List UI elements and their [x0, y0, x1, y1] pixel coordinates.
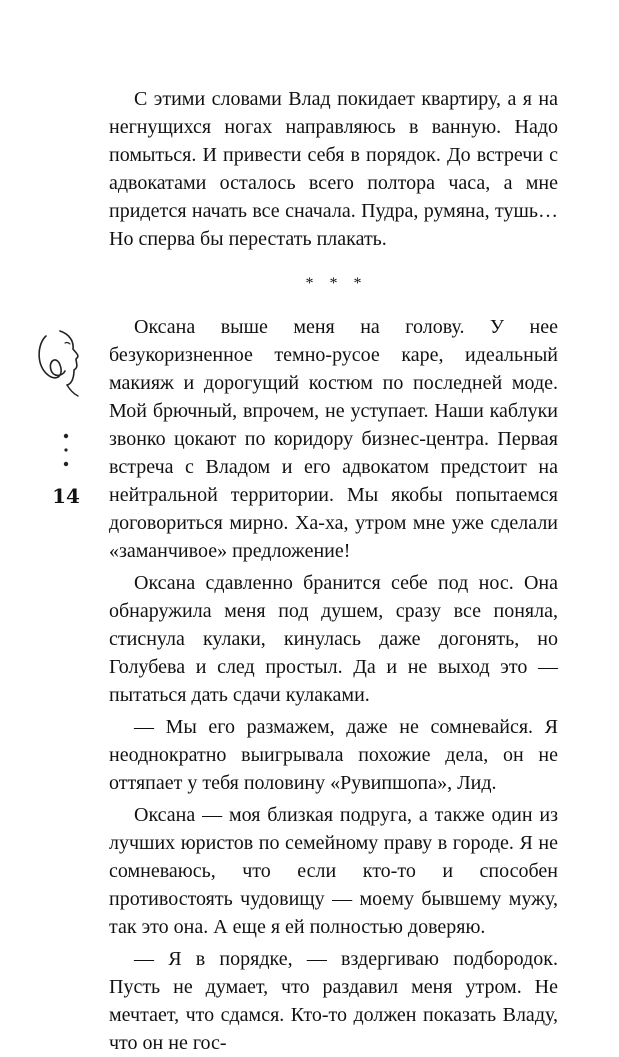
page-body-text: [109, 85, 558, 1057]
paragraph-6: — Я в порядке, — вздергиваю подбородок. Пусть не думает, что раздавил меня утром. Не мечтает, что сдамся. Кто-то должен показать Владу, что он не гос-: [109, 948, 558, 1054]
paragraph-2: Оксана выше меня на голову. У нее безукоризненное темно-русое каре, идеальный макияж и дорогущий костюм по последней моде. Мой брючный, впрочем, не уступает. Наши каблуки звонко цокают по коридору бизнес-центра. Первая встреча с Владом и его адвокатом предстоит на нейтральной территории. Мы якобы попытаемся договориться мирно. Ха-ха, утром мне уже сделали «заманчивое» предложение!: [109, 316, 558, 562]
paragraph-5: Оксана — моя близкая подруга, а также один из лучших юристов по семейному праву в городе. Я не сомневаюсь, что если кто-то и способен противостоять чудовищу — моему бывшему мужу, так это она. А еще я ей полностью доверяю.: [109, 804, 558, 938]
page-number: 14: [52, 484, 80, 508]
paragraph-1: С этими словами Влад покидает квартиру, а я на негнущихся ногах направляюсь в ванную. Надо помыться. И привести себя в порядок. До встречи с адвокатами осталось всего полтора часа, а мне придется начать все сначала. Пудра, румяна, тушь… Но сперва бы перестать плакать.: [109, 88, 558, 250]
section-separator: * * *: [305, 275, 368, 292]
paragraph-4: — Мы его размажем, даже не сомневайся. Я неоднократно выигрывала похожие дела, он не оттяпает у тебя половину «Рувипшопа», Лид.: [109, 716, 558, 794]
face-profile-ornament-icon: [32, 328, 88, 398]
vertical-dots-ornament-icon: [61, 433, 71, 467]
paragraph-3: Оксана сдавленно бранится себе под нос. Она обнаружила меня под душем, сразу все поняла, стиснула кулаки, кинулась даже догонять, но Голубева и след простыл. Да и не выход это — пытаться дать сдачи кулаками.: [109, 572, 558, 706]
